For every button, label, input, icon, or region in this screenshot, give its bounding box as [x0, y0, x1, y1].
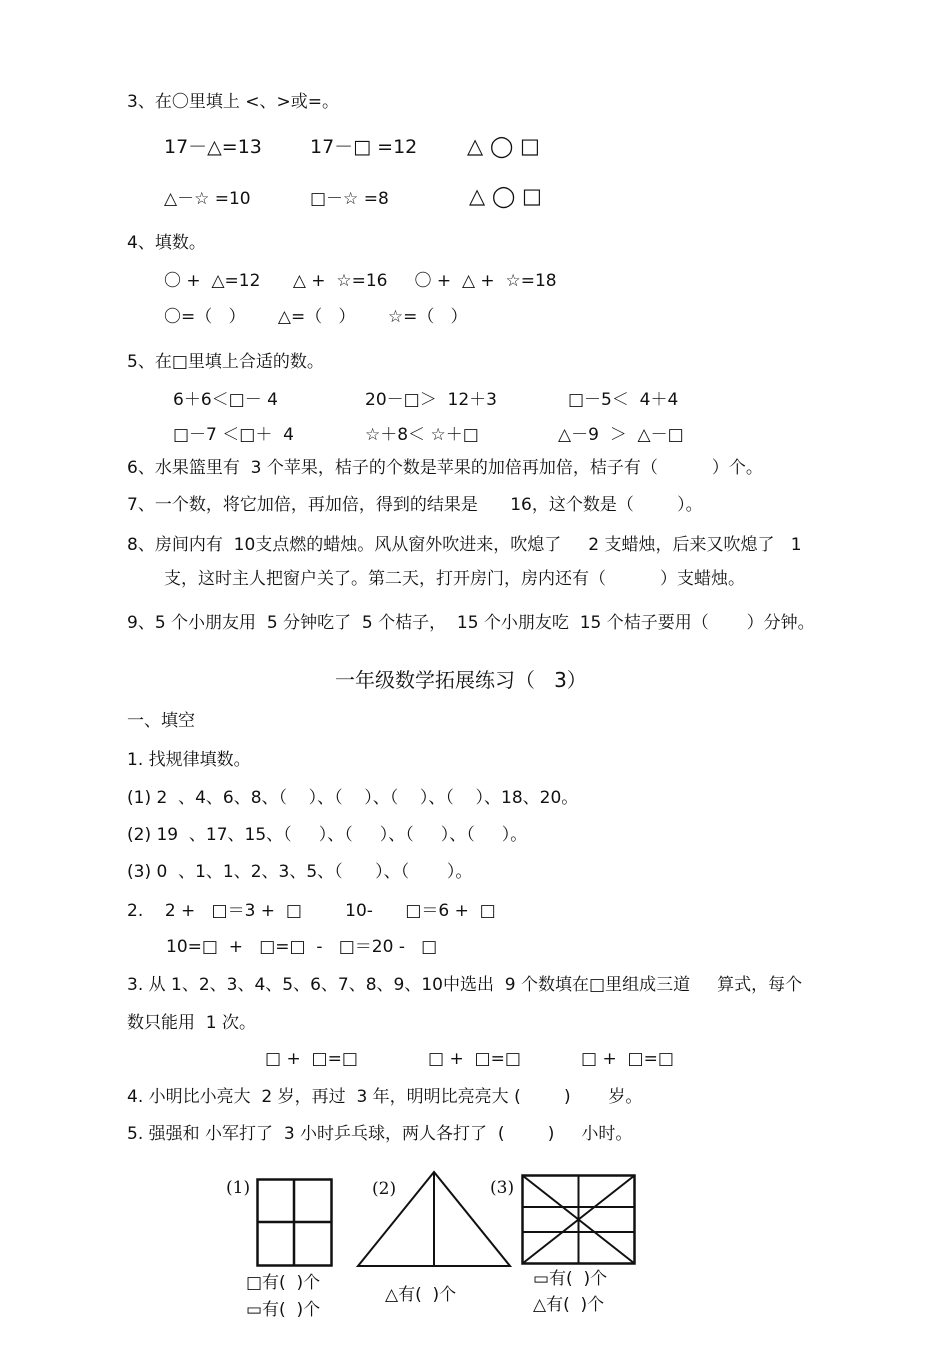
q3-row1-expr-a: 17－△=13 — [164, 136, 262, 158]
q4-row2: 〇=（ ） △=（ ） ☆=（ ） — [164, 307, 468, 327]
q4-row1: 〇 + △=12 △ + ☆=16 〇 + △ + ☆=18 — [164, 271, 557, 291]
figure-1-label: (1) — [226, 1178, 251, 1198]
q5-row2-a: □－7 ＜□＋ 4 — [173, 425, 294, 445]
q3-title: 3、在〇里填上 <、>或=。 — [127, 92, 339, 112]
q8-line1: 8、房间内有 10支点燃的蜡烛。风从窗外吹进来，吹熄了 2 支蜡烛，后来又吹熄了 1 — [127, 535, 802, 555]
figure-1-count-line-1: □有( )个 — [246, 1273, 321, 1293]
p1-row3: (3) 0 、1、1、2、3、5、（ ）、（ ）。 — [127, 862, 473, 882]
p3-line1: 3. 从 1、2、3、4、5、6、7、8、9、10中选出 9 个数填在□里组成三道 算式，每个 — [127, 975, 803, 995]
p2-row1: 2. 2 + □＝3 + □ 10- □＝6 + □ — [127, 901, 496, 921]
figure-3-rectangle-grid — [521, 1174, 637, 1266]
figure-3-count-line-2: △有( )个 — [533, 1295, 605, 1315]
q3-row1-expr-b: 17－□ =12 — [310, 136, 418, 158]
p2-row2: 10=□ + □=□ - □＝20 - □ — [166, 937, 438, 957]
figure-2-count-line: △有( )个 — [385, 1285, 457, 1305]
q4-title: 4、填数。 — [127, 233, 206, 253]
p3-equation-1: □ + □=□ — [265, 1049, 358, 1069]
part1-title: 一、填空 — [127, 711, 195, 731]
section-title: 一年级数学拓展练习（ 3） — [335, 668, 587, 692]
p1-row1: (1) 2 、4、6、8、（ ）、（ ）、（ ）、（ ）、18、20。 — [127, 788, 579, 808]
q5-title: 5、在□里填上合适的数。 — [127, 352, 324, 372]
q3-row2-compare: △ ◯ □ — [469, 184, 542, 208]
q3-row1-compare: △ ◯ □ — [467, 134, 540, 158]
q5-row1-c: □－5＜ 4＋4 — [568, 390, 679, 410]
q3-row2-expr-b: □－☆ =8 — [310, 189, 389, 209]
q3-row2-expr-a: △－☆ =10 — [164, 189, 251, 209]
figure-2-triangle — [356, 1170, 515, 1270]
figure-1-square-grid — [256, 1178, 334, 1268]
figure-3-label: (3) — [490, 1178, 515, 1198]
p1-row2: (2) 19 、17、15、（ ）、（ ）、（ ）、（ ）。 — [127, 825, 528, 845]
q5-row2-b: ☆＋8＜ ☆＋□ — [365, 425, 479, 445]
q7: 7、一个数，将它加倍，再加倍，得到的结果是 16，这个数是（ ）。 — [127, 495, 703, 515]
figure-2-label: (2) — [372, 1179, 397, 1199]
p3-equation-3: □ + □=□ — [581, 1049, 674, 1069]
p3-equation-2: □ + □=□ — [428, 1049, 521, 1069]
q5-row1-b: 20－□＞ 12＋3 — [365, 390, 497, 410]
q5-row2-c: △－9 ＞ △－□ — [558, 425, 684, 445]
q9: 9、5 个小朋友用 5 分钟吃了 5 个桔子， 15 个小朋友吃 15 个桔子要用（ ）分钟。 — [127, 613, 815, 633]
p1-title: 1. 找规律填数。 — [127, 750, 251, 770]
q8-line2: 支，这时主人把窗户关了。第二天，打开房门，房内还有（ ）支蜡烛。 — [164, 569, 746, 589]
figure-1-count-line-2: ▭有( )个 — [246, 1300, 321, 1320]
p3-line2: 数只能用 1 次。 — [127, 1013, 257, 1033]
p5: 5. 强强和 小军打了 3 小时乒乓球，两人各打了 ( ) 小时。 — [127, 1124, 633, 1144]
q5-row1-a: 6＋6＜□－ 4 — [173, 390, 278, 410]
p4: 4. 小明比小亮大 2 岁，再过 3 年，明明比亮亮大 ( ) 岁。 — [127, 1087, 643, 1107]
figure-3-count-line-1: ▭有( )个 — [533, 1269, 608, 1289]
q6: 6、水果篮里有 3 个苹果，桔子的个数是苹果的加倍再加倍，桔子有（ ）个。 — [127, 458, 763, 478]
